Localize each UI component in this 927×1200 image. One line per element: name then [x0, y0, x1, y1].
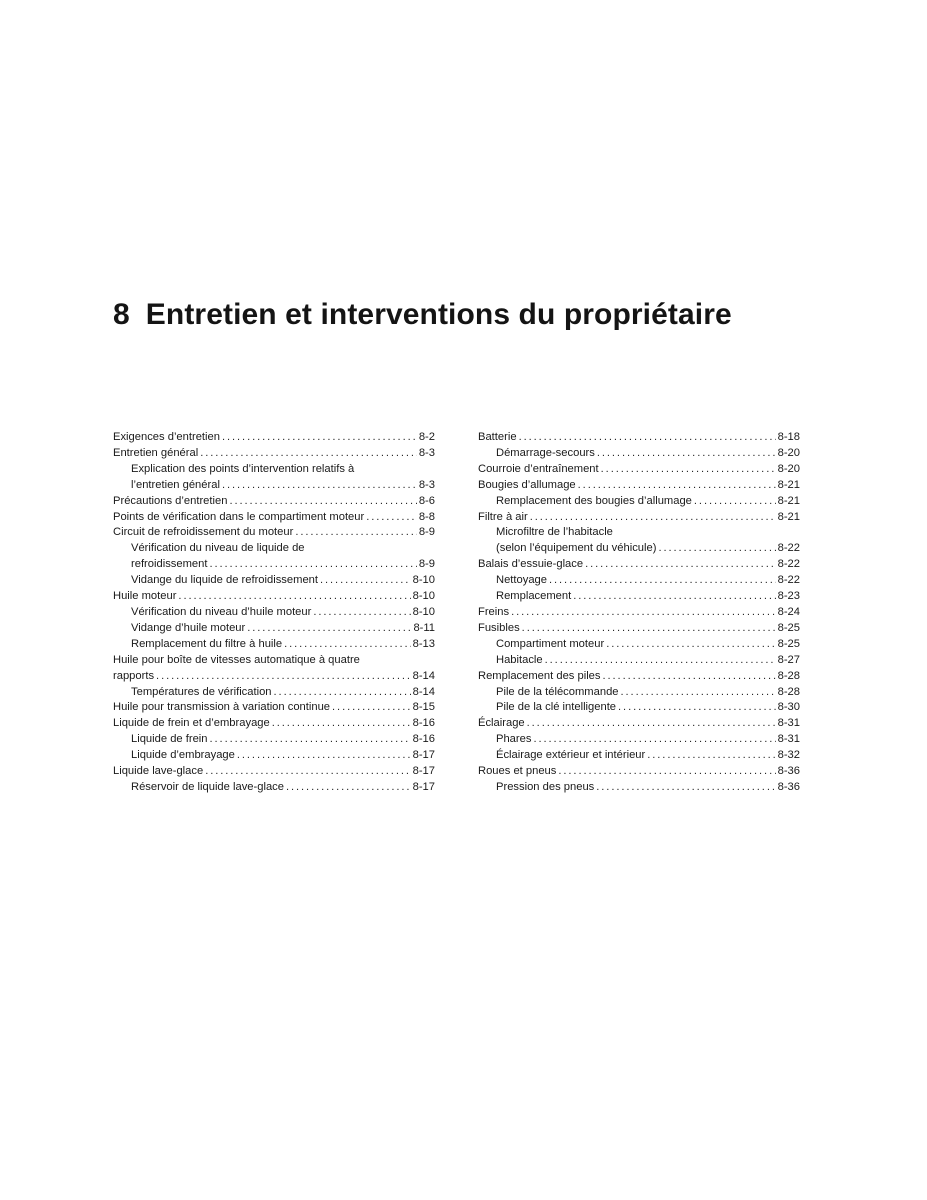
toc-page-number: 8-13	[412, 637, 435, 650]
toc-page-number: 8-17	[412, 780, 435, 793]
toc-entry[interactable]	[478, 716, 800, 732]
toc-entry-label: Compartiment moteur	[496, 637, 605, 650]
dot-leader	[533, 732, 775, 748]
dot-leader	[274, 685, 411, 701]
dot-leader	[237, 748, 411, 764]
toc-entry-label: Remplacement des piles	[478, 669, 601, 682]
toc-page-number: 8-17	[412, 765, 435, 778]
toc-subentry[interactable]	[478, 700, 800, 716]
toc-subentry[interactable]	[478, 573, 800, 589]
toc-page-number: 8-3	[418, 478, 435, 491]
toc-entry-label: Éclairage extérieur et intérieur	[496, 749, 646, 762]
toc-entry-label: rapports	[113, 669, 155, 682]
dot-leader	[222, 478, 417, 494]
toc-entry[interactable]	[478, 478, 800, 494]
toc-entry[interactable]	[113, 589, 435, 605]
dot-leader	[596, 780, 775, 796]
toc-subentry[interactable]	[478, 589, 800, 605]
toc-subentry[interactable]	[113, 780, 435, 796]
dot-leader	[545, 653, 776, 669]
dot-leader	[522, 621, 776, 637]
toc-entry-label: Éclairage	[478, 717, 525, 730]
toc-subentry[interactable]	[113, 541, 435, 573]
toc-entry[interactable]	[478, 605, 800, 621]
toc-subentry[interactable]	[478, 780, 800, 796]
toc-page-number: 8-21	[777, 510, 800, 523]
toc-subentry[interactable]	[478, 685, 800, 701]
dot-leader	[519, 430, 776, 446]
toc-page-number: 8-17	[412, 749, 435, 762]
toc-entry[interactable]	[113, 653, 435, 685]
toc-page-number: 8-22	[777, 558, 800, 571]
toc-page-number: 8-9	[418, 526, 435, 539]
toc-entry-label: Entretien général	[113, 446, 199, 459]
toc-entry-label: Pile de la clé intelligente	[496, 701, 617, 714]
toc-entry-label: (selon l’équipement du véhicule)	[496, 542, 657, 555]
dot-leader	[209, 557, 416, 573]
dot-leader	[606, 637, 775, 653]
toc-subentry[interactable]	[478, 446, 800, 462]
toc-subentry[interactable]	[113, 462, 435, 494]
dot-leader	[247, 621, 411, 637]
toc-entry[interactable]	[113, 494, 435, 510]
toc-page-number: 8-36	[777, 765, 800, 778]
dot-leader	[178, 589, 410, 605]
toc-page-number: 8-31	[777, 733, 800, 746]
toc-page-number: 8-30	[777, 701, 800, 714]
toc-entry-label: Pile de la télécommande	[496, 685, 619, 698]
dot-leader	[694, 494, 776, 510]
toc-subentry[interactable]	[478, 637, 800, 653]
toc-page-number: 8-10	[412, 590, 435, 603]
dot-leader	[601, 462, 776, 478]
dot-leader	[511, 605, 776, 621]
dot-leader	[558, 764, 775, 780]
dot-leader	[156, 669, 411, 685]
dot-leader	[603, 669, 776, 685]
toc-page-number: 8-28	[777, 669, 800, 682]
toc-entry[interactable]	[113, 716, 435, 732]
toc-entry-label: Filtre à air	[478, 510, 528, 523]
toc-page-number: 8-9	[418, 558, 435, 571]
toc-page-number: 8-10	[412, 605, 435, 618]
toc-entry[interactable]	[113, 510, 435, 526]
toc-entry-label: Températures de vérification	[131, 685, 272, 698]
toc-page-number: 8-16	[412, 717, 435, 730]
chapter-title-text: Entretien et interventions du propriétaire	[145, 298, 732, 331]
toc-entry-label: Freins	[478, 605, 510, 618]
toc-entry[interactable]	[113, 764, 435, 780]
toc-subentry[interactable]	[478, 748, 800, 764]
toc-entry-label: Remplacement des bougies d’allumage	[496, 494, 692, 507]
toc-entry-label: Démarrage-secours	[496, 446, 595, 459]
toc-page-number: 8-2	[418, 431, 435, 443]
dot-leader	[578, 478, 776, 494]
toc-subentry[interactable]	[478, 653, 800, 669]
toc-entry[interactable]	[478, 557, 800, 573]
toc-subentry[interactable]	[113, 732, 435, 748]
toc-subentry[interactable]	[113, 685, 435, 701]
toc-entry[interactable]	[478, 764, 800, 780]
dot-leader	[366, 510, 417, 526]
toc-entry-label: Vidange d’huile moteur	[131, 621, 246, 634]
toc-entry-label-line: Vérification du niveau de liquide de	[131, 542, 305, 555]
toc-page-number: 8-14	[412, 685, 435, 698]
dot-leader	[284, 637, 410, 653]
toc-entry-label: Liquide de frein	[131, 733, 208, 746]
dot-leader	[549, 573, 776, 589]
toc-entry[interactable]	[113, 700, 435, 716]
toc-subentry[interactable]	[113, 748, 435, 764]
toc-entry-label: l’entretien général	[131, 478, 220, 491]
dot-leader	[658, 541, 775, 557]
toc-page-number: 8-20	[777, 462, 800, 475]
toc-entry[interactable]	[478, 621, 800, 637]
toc-entry-label: Vérification du niveau d’huile moteur	[131, 605, 312, 618]
toc-page-number: 8-16	[412, 733, 435, 746]
dot-leader	[621, 685, 776, 701]
toc-entry-label: Remplacement	[496, 590, 572, 603]
toc-entry-label: Bougies d’allumage	[478, 478, 576, 491]
toc-page-number: 8-15	[412, 701, 435, 714]
toc-page-number: 8-22	[777, 574, 800, 587]
toc-page-number: 8-23	[777, 590, 800, 603]
toc-entry[interactable]	[113, 525, 435, 541]
dot-leader	[295, 525, 417, 541]
toc-page-number: 8-14	[412, 669, 435, 682]
toc-entry-label-line: Microfiltre de l’habitacle	[496, 526, 613, 539]
dot-leader	[320, 573, 411, 589]
toc-entry-label: Fusibles	[478, 621, 520, 634]
dot-leader	[647, 748, 775, 764]
dot-leader	[222, 430, 417, 446]
toc-subentry[interactable]	[113, 573, 435, 589]
toc-entry-label: Circuit de refroidissement du moteur	[113, 526, 294, 539]
toc-subentry[interactable]	[113, 605, 435, 621]
toc-page-number: 8-36	[777, 780, 800, 793]
toc-page-number: 8-21	[777, 494, 800, 507]
toc-page-number: 8-21	[777, 478, 800, 491]
dot-leader	[286, 780, 411, 796]
toc-entry[interactable]	[478, 462, 800, 478]
toc-subentry[interactable]	[113, 637, 435, 653]
dot-leader	[585, 557, 775, 573]
dot-leader	[205, 764, 410, 780]
toc-entry-label: Huile moteur	[113, 590, 177, 603]
toc-page-number: 8-22	[777, 542, 800, 555]
toc-subentry[interactable]	[478, 494, 800, 510]
dot-leader	[332, 700, 411, 716]
toc-entry[interactable]	[478, 510, 800, 526]
toc-entry-label: Roues et pneus	[478, 765, 557, 778]
toc-entry-label: Liquide lave-glace	[113, 765, 204, 778]
toc-subentry[interactable]	[478, 732, 800, 748]
toc-entry-label-line: Explication des points d’intervention relatifs à	[131, 462, 355, 475]
dot-leader	[272, 716, 411, 732]
dot-leader	[229, 494, 416, 510]
dot-leader	[530, 510, 776, 526]
toc-page-number: 8-28	[777, 685, 800, 698]
toc-entry-label: Points de vérification dans le compartiment moteur	[113, 510, 365, 523]
toc-entry-label: Réservoir de liquide lave-glace	[131, 780, 284, 793]
toc-entry[interactable]	[113, 446, 435, 462]
toc-entry-label: Balais d’essuie-glace	[478, 558, 584, 571]
toc-page-number: 8-25	[777, 621, 800, 634]
toc-entry-label: Huile pour transmission à variation continue	[113, 701, 331, 714]
toc-subentry[interactable]	[478, 525, 800, 557]
toc-right-column	[478, 430, 800, 796]
toc-entry-label: Précautions d’entretien	[113, 494, 228, 507]
toc-entry-label: Vidange du liquide de refroidissement	[131, 574, 318, 587]
dot-leader	[200, 446, 417, 462]
toc-entry-label: Exigences d’entretien	[113, 431, 220, 443]
toc-page-number: 8-18	[777, 431, 800, 443]
toc-entry-label: Liquide d’embrayage	[131, 749, 235, 762]
toc-page-number: 8-27	[777, 653, 800, 666]
toc-entry-label: Courroie d’entraînement	[478, 462, 599, 475]
toc-entry-label: Remplacement du filtre à huile	[131, 637, 283, 650]
dot-leader	[618, 700, 776, 716]
chapter-number: 8	[113, 298, 130, 331]
dot-leader	[210, 732, 411, 748]
chapter-title	[113, 298, 732, 332]
toc-subentry[interactable]	[113, 621, 435, 637]
toc-entry-label: Batterie	[478, 431, 517, 443]
toc-entry-label: refroidissement	[131, 558, 208, 571]
toc-entry-label: Nettoyage	[496, 574, 547, 587]
toc-entry-label: Pression des pneus	[496, 780, 595, 793]
toc-left-column	[113, 430, 435, 796]
toc-entry[interactable]	[113, 430, 435, 446]
toc-page-number: 8-24	[777, 605, 800, 618]
toc-entry-label-line: Huile pour boîte de vitesses automatique à quatre	[113, 653, 360, 666]
dot-leader	[573, 589, 775, 605]
toc-page-number: 8-8	[418, 510, 435, 523]
dot-leader	[597, 446, 776, 462]
toc-entry-label: Liquide de frein et d’embrayage	[113, 717, 270, 730]
toc-entry-label: Phares	[496, 733, 532, 746]
toc-page-number: 8-3	[418, 446, 435, 459]
toc-page-number: 8-20	[777, 446, 800, 459]
dot-leader	[527, 716, 776, 732]
toc-entry[interactable]	[478, 669, 800, 685]
toc-page-number: 8-32	[777, 749, 800, 762]
toc-entry[interactable]	[478, 430, 800, 446]
toc-page-number: 8-31	[777, 717, 800, 730]
toc-page-number: 8-6	[418, 494, 435, 507]
toc-page-number: 8-25	[777, 637, 800, 650]
toc-page-number: 8-11	[413, 621, 435, 634]
toc-entry-label: Habitacle	[496, 653, 543, 666]
dot-leader	[313, 605, 410, 621]
toc-page-number: 8-10	[412, 574, 435, 587]
